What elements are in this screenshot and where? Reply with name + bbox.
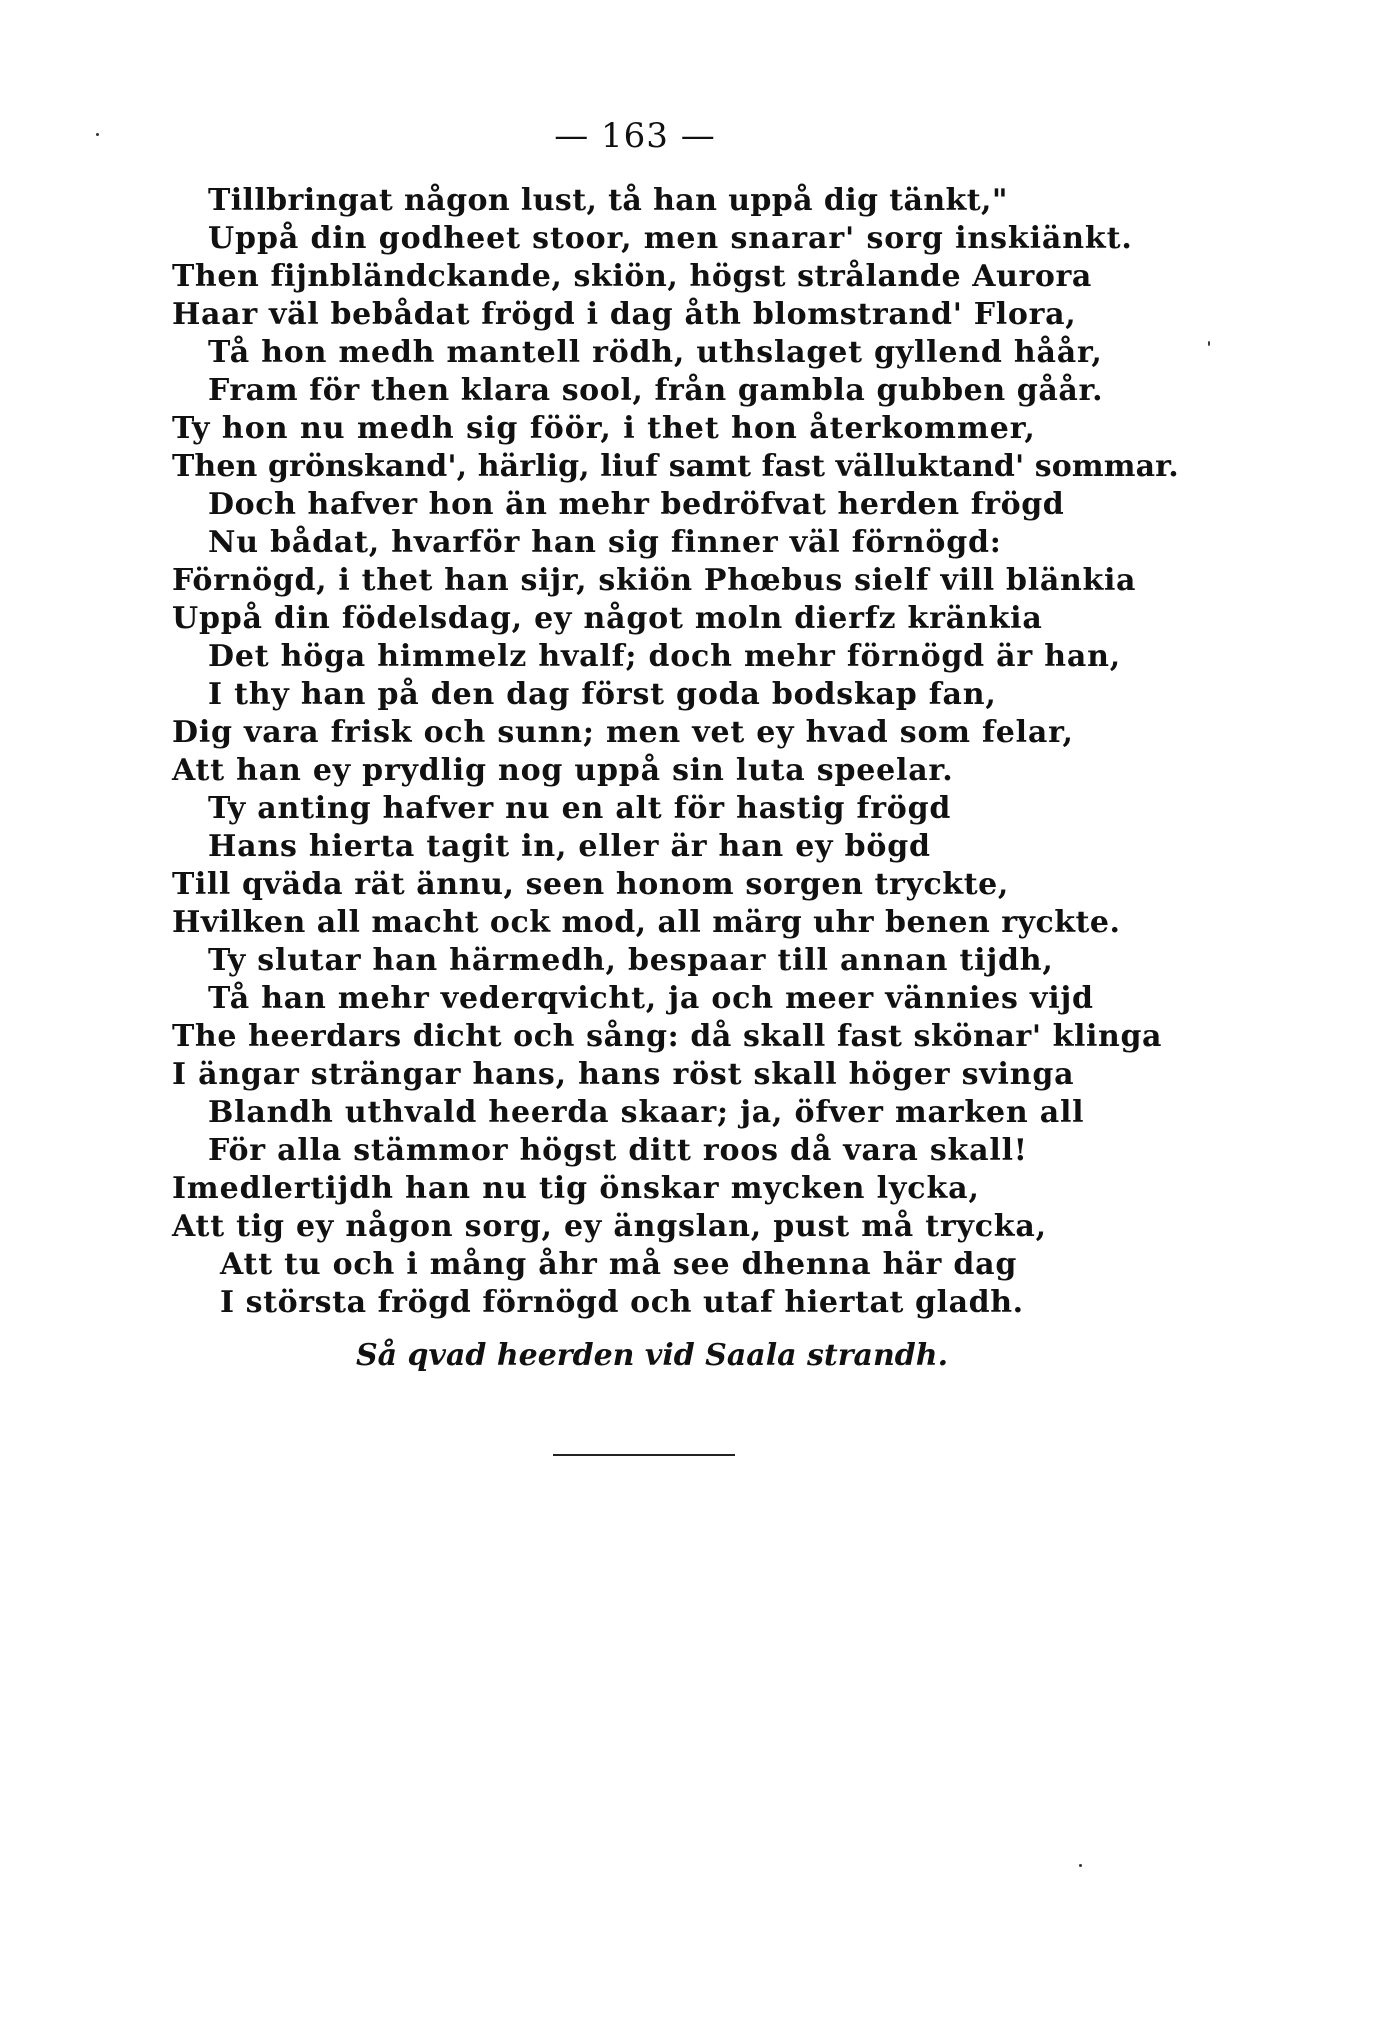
poem-line: Tå han mehr vederqvicht, ja och meer vännies vijd	[208, 981, 1094, 1016]
section-divider	[553, 1454, 735, 1456]
paper-speck	[1208, 341, 1210, 346]
page-number: — 163 —	[554, 116, 716, 156]
poem-line: Förnögd, i thet han sijr, skiön Phœbus sielf vill blänkia	[172, 563, 1137, 598]
poem-line: Ty hon nu medh sig föör, i thet hon återkommer,	[172, 411, 1036, 446]
poem-line: The heerdars dicht och sång: då skall fast skönar' klinga	[172, 1019, 1163, 1054]
poem-line: I största frögd förnögd och utaf hiertat gladh.	[220, 1285, 1024, 1320]
poem-line: Then grönskand', härlig, liuf samt fast välluktand' sommar.	[172, 449, 1179, 484]
poem-line: Uppå din godheet stoor, men snarar' sorg inskiänkt.	[208, 221, 1133, 256]
poem-line: Att tu och i mång åhr må see dhenna här dag	[220, 1247, 1018, 1282]
poem-line: I thy han på den dag först goda bodskap fan,	[208, 677, 997, 712]
poem-line: Tå hon medh mantell rödh, uthslaget gyllend håår,	[208, 335, 1103, 370]
poem-line: Till qväda rät ännu, seen honom sorgen tryckte,	[172, 867, 1009, 902]
poem-line: För alla stämmor högst ditt roos då vara skall!	[208, 1133, 1028, 1168]
poem-line: Att han ey prydlig nog uppå sin luta speelar.	[172, 753, 954, 788]
poem-line: Dig vara frisk och sunn; men vet ey hvad som felar,	[172, 715, 1074, 750]
poem-line: Doch hafver hon än mehr bedröfvat herden frögd	[208, 487, 1065, 522]
poem-line: Nu bådat, hvarför han sig finner väl förnögd:	[208, 525, 1002, 560]
poem-line: Hvilken all macht ock mod, all märg uhr benen ryckte.	[172, 905, 1121, 940]
poem-line: Then fijnbländckande, skiön, högst strålande Aurora	[172, 259, 1092, 294]
paper-speck	[96, 133, 99, 136]
poem-line: I ängar strängar hans, hans röst skall höger svinga	[172, 1057, 1075, 1092]
poem-line: Blandh uthvald heerda skaar; ja, öfver marken all	[208, 1095, 1085, 1130]
poem-line: Fram för then klara sool, från gambla gubben gåår.	[208, 373, 1104, 408]
poem-line: Uppå din födelsdag, ey något moln dierfz kränkia	[172, 601, 1043, 636]
paper-speck	[1079, 1864, 1082, 1867]
poem-line: Imedlertijdh han nu tig önskar mycken lycka,	[172, 1171, 980, 1206]
closing-attribution: Så qvad heerden vid Saala strandh.	[356, 1338, 949, 1373]
poem-line: Ty anting hafver nu en alt för hastig frögd	[208, 791, 952, 826]
poem-line: Ty slutar han härmedh, bespaar till annan tijdh,	[208, 943, 1054, 978]
poem-line: Haar väl bebådat frögd i dag åth blomstrand' Flora,	[172, 297, 1077, 332]
poem-line: Tillbringat någon lust, tå han uppå dig tänkt,"	[208, 183, 1008, 218]
poem-line: Det höga himmelz hvalf; doch mehr förnögd är han,	[208, 639, 1121, 674]
poem-line: Hans hierta tagit in, eller är han ey bögd	[208, 829, 931, 864]
poem-line: Att tig ey någon sorg, ey ängslan, pust må trycka,	[172, 1209, 1047, 1244]
